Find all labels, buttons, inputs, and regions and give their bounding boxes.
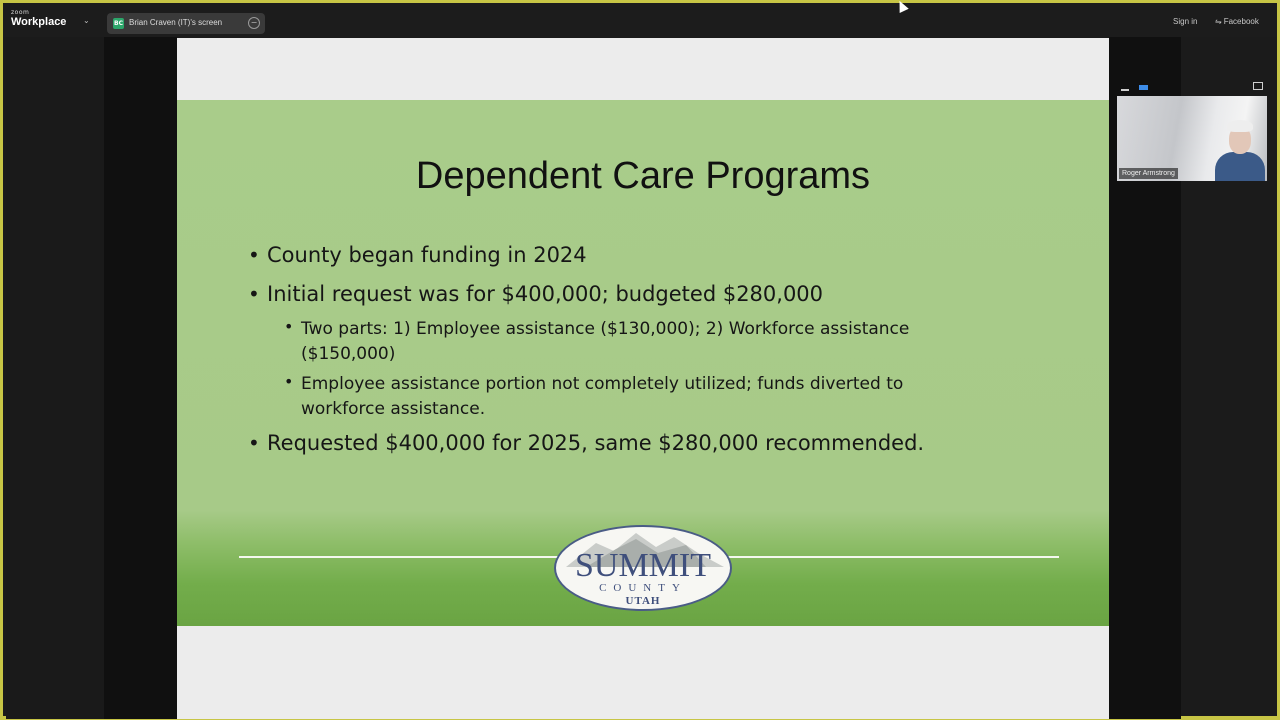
top-bar <box>3 3 1277 37</box>
left-gutter <box>6 37 104 719</box>
sub-bullet-text: Two parts: 1) Employee assistance ($130,000); 2) Workforce assistance ($150,000) <box>301 319 910 364</box>
sub-bullet-text: Employee assistance portion not completely utilized; funds diverted to workforce assistance. <box>301 374 904 419</box>
bullet-item <box>249 243 587 267</box>
participant-body <box>1215 152 1265 181</box>
sign-in-link[interactable]: Sign in <box>1173 17 1198 26</box>
view-toggle-icon[interactable] <box>1139 85 1148 90</box>
county-logo <box>554 525 732 611</box>
bullet-dot: • <box>248 431 260 455</box>
slide-title: Dependent Care Programs <box>415 155 871 197</box>
bullet-text: Requested $400,000 for 2025, same $280,000 recommended. <box>267 431 925 455</box>
share-tab-label: Brian Craven (IT)'s screen <box>129 18 223 27</box>
sub-bullet-item <box>285 317 975 367</box>
popout-icon[interactable] <box>1253 82 1263 90</box>
bullet-item <box>249 431 924 455</box>
logo-line3: UTAH <box>625 595 661 607</box>
app-logo <box>11 9 66 29</box>
logo-line1: SUMMIT <box>574 547 712 584</box>
minimize-icon[interactable] <box>1121 83 1129 91</box>
participant-name: Roger Armstrong <box>1119 168 1178 179</box>
stop-view-icon[interactable]: − <box>248 17 260 29</box>
bullet-text: Initial request was for $400,000; budgeted $280,000 <box>267 282 824 306</box>
bullet-dot: • <box>248 243 260 267</box>
bullet-item <box>249 282 823 306</box>
bullet-dot: • <box>248 282 260 306</box>
facebook-link[interactable] <box>1215 17 1259 26</box>
brand-small: zoom <box>11 9 30 16</box>
sharer-avatar: BC <box>114 20 123 27</box>
screen-share-tab[interactable] <box>107 13 265 34</box>
facebook-icon: ⇋ <box>1215 17 1222 26</box>
sub-bullet-dot: • <box>284 372 294 391</box>
shared-slide <box>177 38 1109 719</box>
participant-hair <box>1227 120 1253 132</box>
facebook-label: Facebook <box>1223 17 1259 26</box>
chevron-down-icon[interactable]: ⌄ <box>83 16 90 25</box>
sub-bullet-dot: • <box>284 317 294 336</box>
video-panel-controls <box>1115 81 1267 95</box>
brand-name: Workplace <box>11 16 67 28</box>
participant-video[interactable] <box>1117 96 1267 181</box>
logo-line2: COUNTY <box>599 582 687 594</box>
sub-bullet-item <box>285 372 975 422</box>
bullet-text: County began funding in 2024 <box>267 243 587 267</box>
left-letterbox <box>104 37 177 719</box>
